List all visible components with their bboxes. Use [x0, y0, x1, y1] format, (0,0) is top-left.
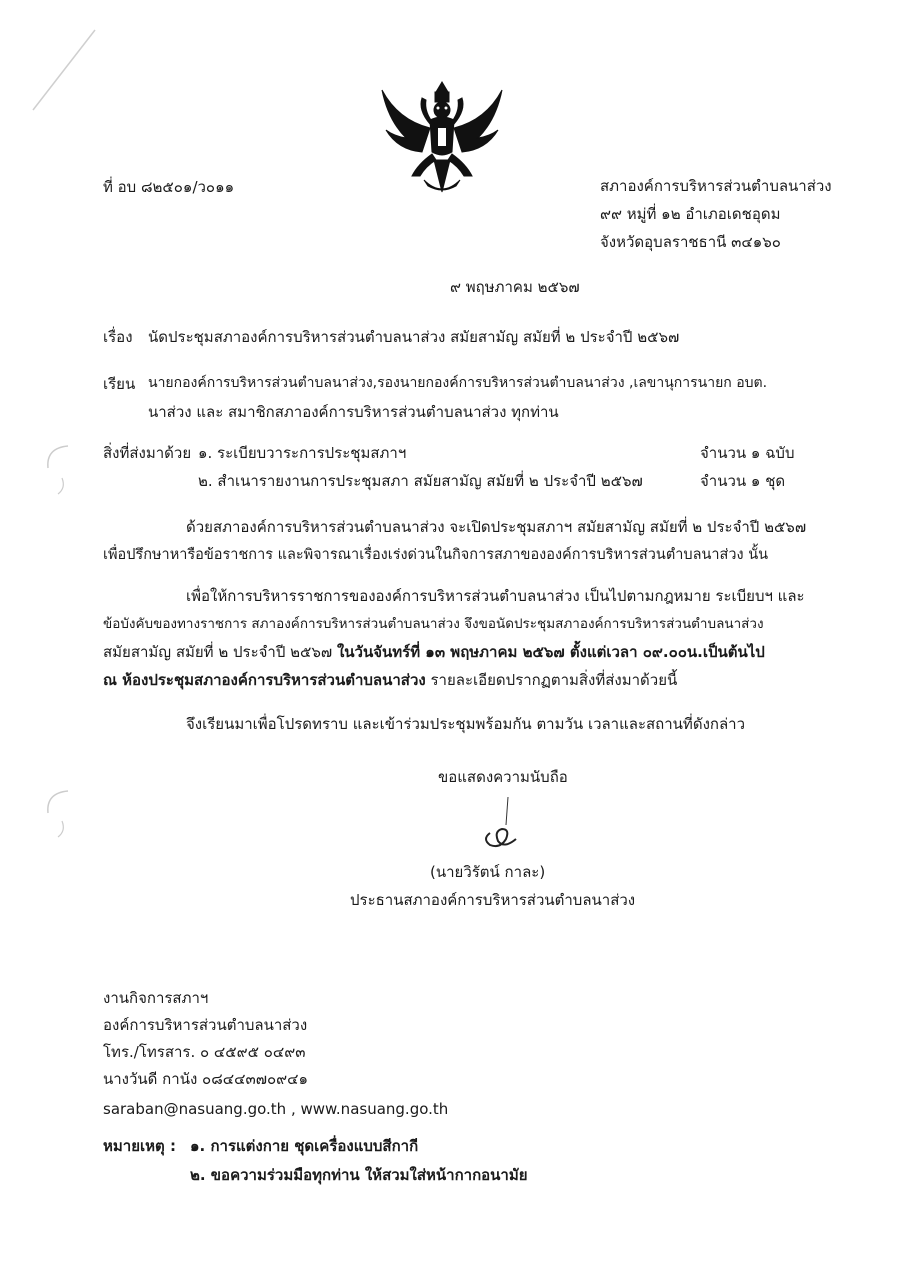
subject-text: นัดประชุมสภาองค์การบริหารส่วนตำบลนาส่วง สมัยสามัญ สมัยที่ ๒ ประจำปี ๒๕๖๗	[148, 328, 680, 346]
body-paragraph-line: ด้วยสภาองค์การบริหารส่วนตำบลนาส่วง จะเปิดประชุมสภาฯ สมัยสามัญ สมัยที่ ๒ ประจำปี ๒๕๖๗	[186, 518, 807, 536]
meeting-datetime-line	[103, 640, 765, 664]
enclosure-quantity: จำนวน ๑ ชุด	[700, 472, 786, 490]
note-label: หมายเหตุ :	[103, 1137, 176, 1155]
contact-line: นางวันดี กานัง ๐๘๔๔๓๗๐๙๔๑	[103, 1070, 309, 1088]
meeting-datetime: ในวันจันทร์ที่ ๑๓ พฤษภาคม ๒๕๖๗ ตั้งแต่เวลา ๐๙.๐๐น.เป็นต้นไป	[336, 643, 765, 661]
address-line: สภาองค์การบริหารส่วนตำบลนาส่วง	[600, 177, 832, 195]
signer-name: (นายวิรัตน์ กาละ)	[430, 863, 546, 881]
handwritten-signature	[468, 795, 538, 855]
reference-number: ที่ อบ ๘๒๕๐๑/ว๐๑๑	[103, 178, 235, 196]
address-line: จังหวัดอุบลราชธานี ๓๔๑๖๐	[600, 233, 781, 251]
subject-label: เรื่อง	[103, 328, 133, 346]
closing-phrase: ขอแสดงความนับถือ	[438, 768, 568, 786]
signer-title: ประธานสภาองค์การบริหารส่วนตำบลนาส่วง	[350, 891, 636, 909]
enclosure-item: ๑. ระเบียบวาระการประชุมสภาฯ	[198, 444, 407, 462]
scan-artifact-corner	[25, 20, 105, 115]
enclosure-label: สิ่งที่ส่งมาด้วย	[103, 444, 192, 462]
contact-block	[103, 985, 448, 1123]
contact-line: งานกิจการสภาฯ	[103, 989, 209, 1007]
letter-date: ๙ พฤษภาคม ๒๕๖๗	[450, 278, 580, 296]
body-paragraph-line: จึงเรียนมาเพื่อโปรดทราบ และเข้าร่วมประชุมพร้อมกัน ตามวัน เวลาและสถานที่ดังกล่าว	[186, 715, 746, 733]
recipients-line: นาส่วง และ สมาชิกสภาองค์การบริหารส่วนตำบลนาส่วง ทุกท่าน	[148, 403, 559, 421]
address-line: ๙๙ หมู่ที่ ๑๒ อำเภอเดชอุดม	[600, 205, 781, 223]
note-item: ๒. ขอความร่วมมือทุกท่าน ให้สวมใส่หน้ากากอนามัย	[190, 1166, 528, 1184]
body-paragraph-line: เพื่อให้การบริหารราชการขององค์การบริหารส่วนตำบลนาส่วง เป็นไปตามกฎหมาย ระเบียบฯ และ	[186, 587, 805, 605]
enclosure-quantity: จำนวน ๑ ฉบับ	[700, 444, 795, 462]
enclosure-item: ๒. สำเนารายงานการประชุมสภา สมัยสามัญ สมัยที่ ๒ ประจำปี ๒๕๖๗	[198, 472, 643, 490]
meeting-venue-line	[103, 668, 677, 692]
body-paragraph-line: ข้อบังคับของทางราชการ สภาองค์การบริหารส่วนตำบลนาส่วง จึงขอนัดประชุมสภาองค์การบริหารส่วนตำบลนาส่วง	[103, 616, 764, 632]
contact-email-web: saraban@nasuang.go.th , www.nasuang.go.th	[103, 1100, 449, 1118]
body-paragraph-line: เพื่อปรึกษาหารือข้อราชการ และพิจารณาเรื่องเร่งด่วนในกิจการสภาขององค์การบริหารส่วนตำบลนาส่วง นั้น	[103, 547, 769, 563]
body-text: รายละเอียดปรากฏตามสิ่งที่ส่งมาด้วยนี้	[430, 671, 678, 689]
note-label-text: หมายเหตุ	[103, 1137, 165, 1155]
recipients-line: นายกองค์การบริหารส่วนตำบลนาส่วง,รองนายกองค์การบริหารส่วนตำบลนาส่วง ,เลขานุการนายก อบต.	[148, 375, 768, 391]
to-label: เรียน	[103, 375, 136, 393]
sender-address	[600, 172, 832, 256]
garuda-emblem-icon	[378, 80, 506, 200]
contact-line: องค์การบริหารส่วนตำบลนาส่วง	[103, 1016, 308, 1034]
scan-punch-hole-top	[40, 440, 80, 500]
note-item: ๑. การแต่งกาย ชุดเครื่องแบบสีกากี	[190, 1137, 419, 1155]
scan-punch-hole-bottom	[40, 785, 80, 845]
meeting-venue: ณ ห้องประชุมสภาองค์การบริหารส่วนตำบลนาส่วง	[103, 671, 426, 689]
contact-line: โทร./โทรสาร. ๐ ๔๕๙๕ ๐๔๙๓	[103, 1043, 306, 1061]
body-text: สมัยสามัญ สมัยที่ ๒ ประจำปี ๒๕๖๗	[103, 643, 333, 661]
